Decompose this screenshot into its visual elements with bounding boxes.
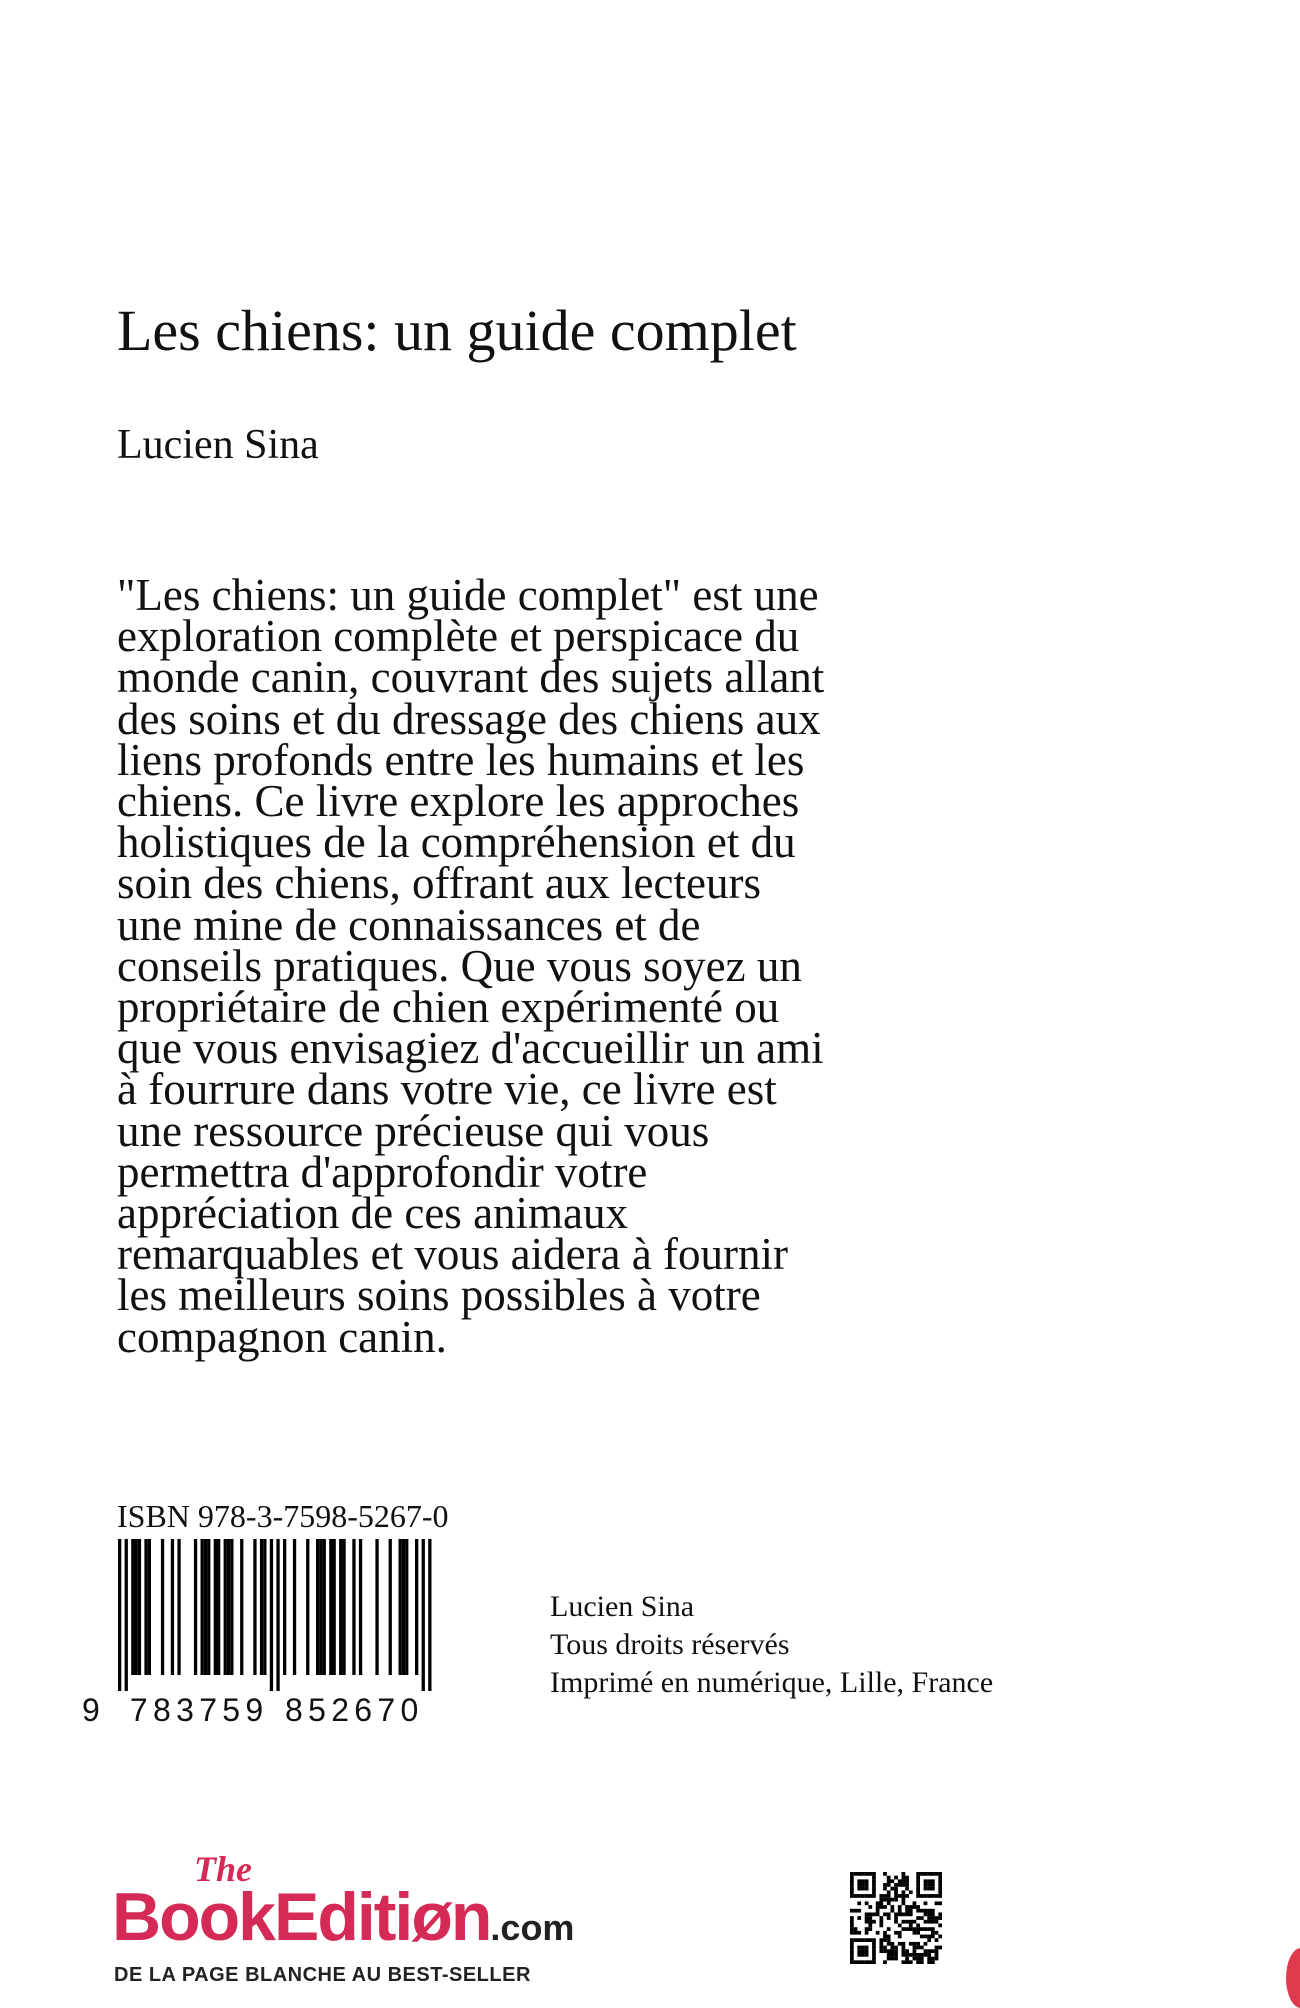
barcode-digit: 9 [82, 1692, 100, 1728]
barcode-bar [359, 1539, 362, 1675]
blurb-line: une mine de connaissances et de [117, 899, 701, 950]
barcode-bar [319, 1539, 322, 1675]
barcode-bar [329, 1539, 332, 1675]
barcode-bar [323, 1539, 326, 1675]
imprint-rights: Tous droits réservés [550, 1628, 790, 1661]
barcode-digit: 5 [308, 1692, 326, 1728]
edge-decoration [1286, 1948, 1300, 2008]
barcode-bar [135, 1539, 138, 1675]
barcode-bar [230, 1539, 233, 1675]
barcode-bar [204, 1539, 207, 1675]
barcode-bar [194, 1539, 197, 1675]
barcode-bar [240, 1539, 243, 1675]
blurb-line: les meilleurs soins possibles à votre [117, 1270, 761, 1321]
logo-name-part1: BookEditi [112, 1879, 412, 1955]
barcode-bar [283, 1539, 286, 1675]
blurb-line: à fourrure dans votre vie, ce livre est [117, 1064, 777, 1115]
barcode-bar [316, 1539, 319, 1675]
blurb-line: exploration complète et perspicace du [117, 611, 800, 662]
barcode-bars [78, 1539, 488, 1691]
imprint-block [550, 1588, 993, 1702]
imprint-printed: Imprimé en numérique, Lille, France [550, 1666, 994, 1699]
barcode-bar [224, 1539, 227, 1675]
back-cover-blurb [117, 570, 997, 1362]
barcode-digit: 5 [222, 1692, 241, 1728]
barcode-bar [339, 1539, 342, 1675]
book-author: Lucien Sina [117, 422, 319, 468]
barcode-digit: 7 [199, 1692, 217, 1728]
barcode-bar [402, 1539, 405, 1675]
barcode-bar [161, 1539, 164, 1675]
barcode-digit: 9 [245, 1692, 264, 1728]
blurb-line: appréciation de ces animaux [117, 1188, 629, 1239]
blurb-line: remarquables et vous aidera à fournir [117, 1229, 788, 1280]
blurb-line: conseils pratiques. Que vous soyez un [117, 940, 802, 991]
blurb-line: une ressource précieuse qui vous [117, 1105, 710, 1156]
barcode-bar [214, 1539, 217, 1675]
logo-wordmark [112, 1878, 574, 1956]
blurb-line: des soins et du dressage des chiens aux [117, 693, 821, 744]
barcode-bar [260, 1539, 263, 1675]
barcode-bar [148, 1539, 151, 1675]
barcode-bar [177, 1539, 180, 1675]
barcode-bar [171, 1539, 174, 1675]
blurb-line: compagnon canin. [117, 1311, 447, 1362]
blurb-line: soin des chiens, offrant aux lecteurs [117, 858, 761, 909]
qr-code-icon [850, 1872, 942, 1964]
barcode-bar [217, 1539, 220, 1675]
blurb-line: liens profonds entre les humains et les [117, 734, 805, 785]
barcode-digit: 7 [129, 1692, 148, 1728]
logo-the: The [194, 1849, 252, 1889]
book-title: Les chiens: un guide complet [117, 298, 797, 363]
barcode-bar [207, 1539, 210, 1675]
imprint-author: Lucien Sina [550, 1590, 695, 1623]
barcode-digit: 2 [331, 1692, 349, 1728]
barcode-digits [78, 1691, 488, 1731]
logo-name-part2: n [450, 1879, 491, 1955]
barcode-bar [422, 1539, 425, 1691]
blurb-line: "Les chiens: un guide complet" est une [117, 570, 819, 620]
isbn-barcode [78, 1539, 488, 1729]
logo-tagline: DE LA PAGE BLANCHE AU BEST-SELLER [114, 1964, 531, 1986]
barcode-digit: 0 [400, 1692, 419, 1728]
barcode-digit: 8 [153, 1692, 171, 1728]
barcode-bar [138, 1539, 141, 1675]
barcode-bar [405, 1539, 408, 1675]
blurb-line: monde canin, couvrant des sujets allant [117, 652, 825, 703]
blurb-line: que vous envisagiez d'accueillir un ami [117, 1023, 824, 1074]
barcode-bar [125, 1539, 128, 1691]
barcode-bar [263, 1539, 266, 1675]
blurb-line: holistiques de la compréhension et du [117, 817, 796, 868]
barcode-bar [333, 1539, 336, 1675]
blurb-line: propriétaire de chien expérimenté ou [117, 982, 780, 1033]
barcode-digit: 3 [176, 1692, 194, 1728]
barcode-bar [375, 1539, 378, 1675]
barcode-bar [352, 1539, 355, 1675]
barcode-bar [428, 1539, 431, 1691]
barcode-bar [293, 1539, 296, 1675]
barcode-bar [201, 1539, 204, 1675]
barcode-bar [276, 1539, 279, 1691]
logo-domain: .com [490, 1907, 575, 1948]
barcode-bar [415, 1539, 418, 1675]
barcode-bar [131, 1539, 134, 1675]
barcode-digit: 8 [285, 1692, 303, 1728]
barcode-bar [270, 1539, 273, 1691]
barcode-bar [306, 1539, 309, 1675]
blurb-line: chiens. Ce livre explore les approches [117, 776, 800, 827]
blurb-line: permettra d'approfondir votre [117, 1146, 648, 1197]
barcode-digit: 6 [354, 1692, 373, 1728]
barcode-digit: 7 [377, 1692, 396, 1728]
barcode-bar [253, 1539, 256, 1675]
barcode-bar [227, 1539, 230, 1675]
barcode-bar [144, 1539, 147, 1675]
barcode-bar [399, 1539, 402, 1675]
barcode-bar [389, 1539, 392, 1675]
barcode-bar [118, 1539, 121, 1691]
publisher-logo [112, 1849, 712, 1986]
logo-pen-o-icon: ø [411, 1879, 451, 1955]
isbn-label: ISBN 978-3-7598-5267-0 [117, 1498, 449, 1534]
barcode-bar [342, 1539, 345, 1675]
